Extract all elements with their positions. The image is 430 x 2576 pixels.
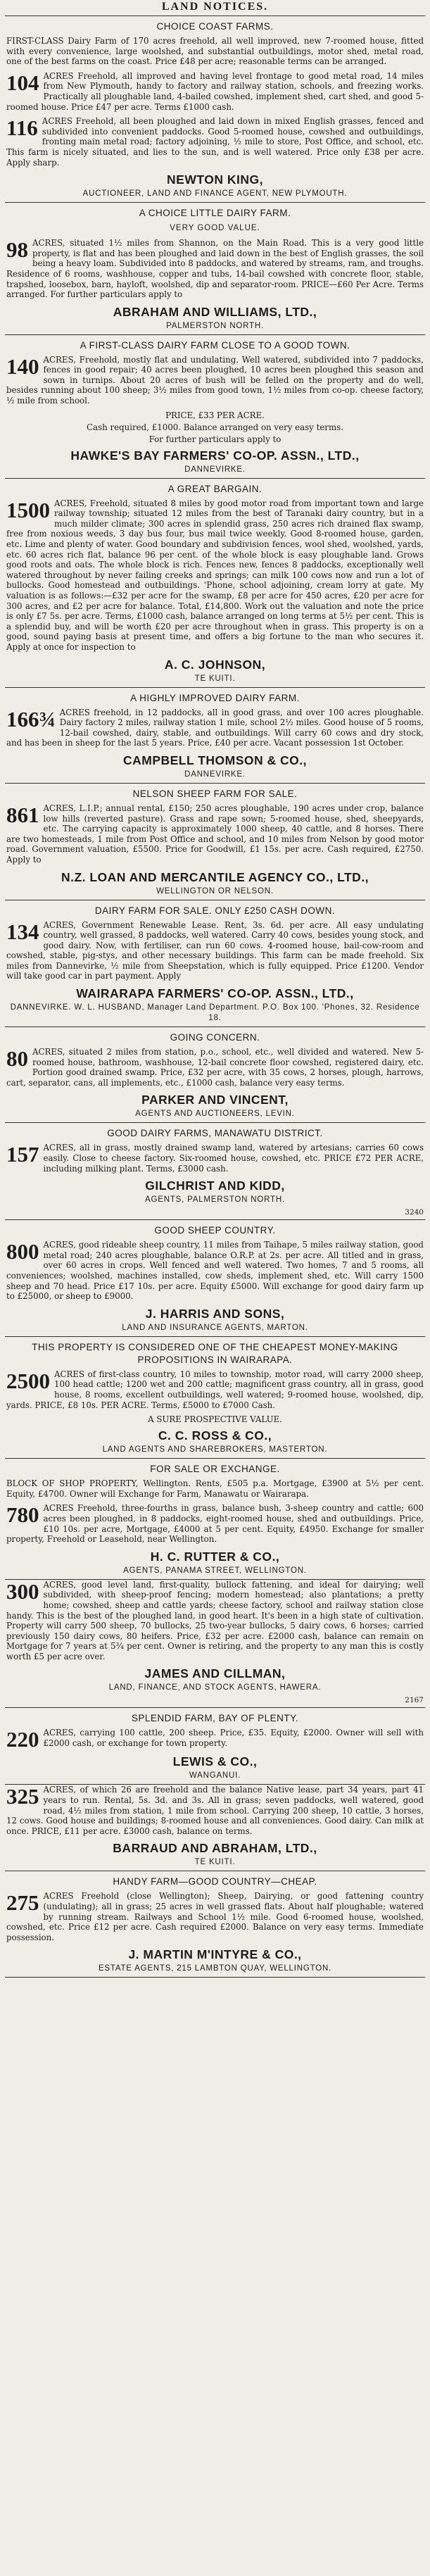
ad-heading: A FIRST-CLASS DAIRY FARM CLOSE TO A GOOD TOWN. [80,339,350,351]
ad-heading: FOR SALE OR EXCHANGE. [150,1464,280,1475]
ad-heading: DAIRY FARM FOR SALE. ONLY £250 CASH DOWN. [94,905,336,916]
listing-text: BLOCK OF SHOP PROPERTY, Wellington. Rents, £505 p.a. Mortgage, £3900 at 5½ per cent. Equity, £4700. Owner will Exchange for Farm, Manawatu or Wairarapa. [6,1478,424,1499]
advertiser-name: A. C. JOHNSON, [164,657,266,672]
listing-paragraph [6,36,424,67]
advertiser-name: WAIRARAPA FARMERS' CO-OP. ASSN., LTD., [76,986,354,1001]
listing-text: ACRES, all in grass, mostly drained swamp land, watered by artesians; carries 60 cows easily. Close to cheese factory. Six-roomed house, cowshed, etc. PRICE £72 PER ACRE, including milking plant. Terms, £3000 cash. [43,1143,424,1174]
listing-text: ACRES Freehold (close Wellington); Sheep, Dairying, or good fattening country (undulating); all in grass; 25 acres in well grassed flats. About half ploughable; watered by running stream. Railways and School 1½ mile. Good 6-roomed house, woolshed, cowshed, etc. Price £12 per acre. Cash required £2000. Balance on very easy terms. Immediate possession. [6,1891,424,1942]
acreage-number: 861 [6,802,39,827]
land-advertisement [5,1459,425,1579]
listing-text: ACRES, of which 26 are freehold and the balance Native lease, part 34 years, part 41 years to run. Rental, 5s. 3d. and 3s. All in grass; seven paddocks, well watered, good road, 4½ miles from station, 1 mile from school. Carrying 200 sheep, 10 cattle, 3 horses, 12 cows. Good house and buildings; 8-roomed house and all conveniences. Good dairy. Can milk at once. PRICE, £11 per acre. £3000 cash, balance on terms. [6,1785,424,1836]
acreage-number: 800 [6,1239,39,1264]
listing-text: ACRES, situated 1½ miles from Shannon, on the Main Road. This is a very good little property, is flat and has been ploughed and laid down in the best of English grasses, the soil being a heavy loam. Subdivided into 8 paddocks, and watered by streams, ram, and troughs. Residence of 6 rooms, washhouse, copper and tubs, 14-bail cowshed with concrete floor, stable, trapshed, loosebox, barn, hayloft, woolshed, dip and separator-room. PRICE—£60 Per Acre. Terms arranged. For further particulars apply to [6,238,424,300]
ad-note-line: A SURE PROSPECTIVE VALUE. [148,1414,282,1425]
advertiser-name: CAMPBELL THOMSON & CO., [122,753,308,767]
ad-note-line: PRICE, £33 PER ACRE. [165,410,265,420]
land-advertisement [5,1027,425,1122]
listing-paragraph [6,1580,424,1662]
land-advertisement [5,335,425,478]
listing-paragraph [6,1503,424,1544]
advertiser-name: J. HARRIS AND SONS, [145,1306,285,1321]
acreage-number: 98 [6,237,28,263]
ad-reference-number: 2167 [405,1696,424,1705]
listing-paragraph [6,1047,424,1088]
listing-text: ACRES, L.I.P.; annual rental, £150; 250 acres ploughable, 190 acres under crop, balance low hills (reverted pasture). Grass and rape sown; 5-roomed house, shed, sheepyards, etc. The carrying capacity is approximately 1000 sheep, 40 cattle, and 8 horses. There are two homesteads, 1 mile from Post Office and school, and 10 miles from Nelson by good motor road. Government valuation, £5500. Price for Goodwill, £1 15s. per acre. Cash required, £2750. Apply to [6,803,424,865]
acreage-number: 300 [6,1579,39,1604]
advertiser-name: J. MARTIN M'INTYRE & CO., [128,1947,302,1962]
land-advertisement [5,479,425,687]
listing-text: ACRES, situated 2 miles from station, p.o., school, etc., well divided and watered. New 5-roomed house, bathroom, washhouse, 12-bail concrete floor cowshed, registered dairy, etc. Portion good drained swamp. Price, £32 per acre, with 35 cows, 2 horses, plough, harrows, cart, separator, cans, all implements, etc., £1000 cash, balance very easy terms. [6,1047,424,1088]
listing-paragraph [6,498,424,653]
advertiser-name: N.Z. LOAN AND MERCANTILE AGENCY CO., LTD., [61,869,369,884]
acreage-number: 275 [6,1890,39,1916]
ad-heading: CHOICE COAST FARMS. [156,21,274,32]
listing-paragraph [6,116,424,168]
listing-paragraph [6,71,424,112]
listing-text: ACRES freehold, in 12 paddocks, all in good grass, and over 100 acres ploughable. Dairy factory 2 miles, railway station 1 mile, school 2½ miles. Good house of 5 rooms, 12-bail cowshed, dairy, stable, and outbuildings. Will carry 60 cows and dry stock, and has been in sheep for the last 5 years. Price, £40 per acre. Vacant possession 1st October. [6,707,424,748]
land-advertisement [5,203,425,334]
listing-text: ACRES, Freehold, mostly flat and undulating. Well watered, subdivided into 7 paddocks, fences in good repair; 40 acres been ploughed, 10 acres been ploughed this season and sown in turnips. About 20 acres of bush will be felled on the property and do well, besides running about 100 sheep; 3½ miles from good town, 1½ miles from co-op. cheese factory, ½ mile from school. [6,354,424,406]
ad-subheading: VERY GOOD VALUE. [170,224,260,233]
acreage-number: 140 [6,353,39,379]
listing-paragraph [6,1478,424,1499]
listing-text: ACRES, good rideable sheep country, 11 miles from Taihape, 5 miles railway station, good metal road; 240 acres ploughable, balance O.R.P. at 2s. per acre. All titled and in grass, over 60 acres in crops. Well fenced and well watered. Two homes, 7 and 5 rooms, all conveniences; woolshed, machines installed, cow sheds, implement shed, etc. Will carry 1500 sheep and 70 head. Price £17 10s. per acre. Equity £5000. Will exchange for good dairy farm up to £25000, or sheep to £9000. [6,1240,424,1302]
land-advertisement [5,1123,425,1219]
ad-heading: THIS PROPERTY IS CONSIDERED ONE OF THE CHEAPEST MONEY-MAKING PROPOSITIONS IN WAIRARAPA. [32,1341,398,1365]
advertiser-address: TE KUITI. [194,674,236,683]
listing-text: ACRES Freehold, three-fourths in grass, balance bush, 3-sheep country and cattle; 600 acres been ploughed, in 8 paddocks, eight-roomed house, shed and outbuildings. Price, £10 10s. per acre, Mortgage, £4000 at 5 per cent. Equity, £4950. Exchange for smaller property, Freehold or Leasehold, near Wellington. [6,1503,424,1545]
ad-heading: HANDY FARM—GOOD COUNTRY—CHEAP. [113,1876,317,1887]
land-advertisement [5,1580,425,1708]
advertiser-address: WELLINGTON OR NELSON. [156,886,274,896]
advertiser-address: DANNEVIRKE. W. L. HUSBAND, Manager Land Department. P.O. Box 100. 'Phones, 32. Residence 18. [10,1003,420,1023]
listing-text: ACRES, carrying 100 cattle, 200 sheep. Price, £35. Equity, £2000. Owner will sell with £2000 cash, or exchange for town property. [43,1728,424,1749]
advertiser-name: LEWIS & CO., [172,1754,258,1769]
land-advertisement [5,688,425,783]
listing-text: ACRES Freehold, all been ploughed and laid down in mixed English grasses, fenced and subdivided into convenient paddocks. Good 5-roomed house, cowshed and outbuildings, fronting main metal road; factory adjoining, ½ mile to store, Post Office, and school, etc. This farm is nicely situated, and lies to the sun, and is well watered. Price only £38 per acre. Apply sharp. [6,116,424,168]
listing-paragraph [6,1143,424,1174]
ad-heading: GOING CONCERN. [170,1032,260,1043]
acreage-number: 134 [6,919,39,944]
ad-note-line: For further particulars apply to [148,434,282,444]
land-advertisement [5,1785,425,1871]
advertiser-address: AGENTS AND AUCTIONEERS, LEVIN. [135,1110,295,1119]
listing-text: ACRES, good level land, first-quality, bullock fattening, and ideal for dairying; well subdivided, with sheep-proof fencing; modern homestead; also plantations; a pretty home; cowshed, sheep and cattle yards; cheese factory, school and railway station close handy. This is the best of the ploughed land, in good heart. It's been in a high state of cultivation. Property will carry 500 sheep, 70 bullocks, 25 two-year bullocks, 5 dairy cows, 6 horses; carried previously 150 dairy cows, 80 heifers. Price, £32 per acre. £2000 cash, balance can remain on Mortgage for 7 years at 5¾ per cent. Owner is retiring, and the property to any man this is costly worth £5 per acre over. [6,1579,424,1661]
advertiser-address: LAND AGENTS AND SHAREBROKERS, MASTERTON. [102,1445,328,1455]
advertiser-address: DANNEVIRKE. [184,769,246,779]
advertiser-address: WANGANUI. [189,1771,241,1780]
acreage-number: 80 [6,1046,28,1072]
divider-rule [5,1977,425,1978]
acreage-number: 220 [6,1727,39,1752]
advertiser-address: PALMERSTON NORTH. [166,321,264,330]
listing-paragraph [6,803,424,865]
listing-paragraph [6,1240,424,1302]
advertiser-address: TE KUITI. [194,1858,236,1867]
advertiser-name: PARKER AND VINCENT, [141,1093,289,1107]
acreage-number: 116 [6,115,38,141]
advertiser-name: JAMES AND CILLMAN, [144,1666,286,1681]
listing-paragraph [6,1891,424,1942]
listing-paragraph [6,1369,424,1410]
acreage-number: 1500 [6,497,50,522]
land-advertisement [5,16,425,202]
acreage-number: 325 [6,1785,39,1809]
ad-heading: GOOD DAIRY FARMS, MANAWATU DISTRICT. [107,1128,323,1139]
land-advertisement [5,900,425,1027]
ad-heading: NELSON SHEEP FARM FOR SALE. [132,788,298,799]
ad-reference-number: 3240 [405,1208,424,1217]
advertiser-address: AGENTS, PANAMA STREET, WELLINGTON. [123,1566,307,1575]
listing-paragraph [6,1727,424,1752]
advertiser-address: ESTATE AGENTS, 215 LAMBTON QUAY, WELLINGTON. [98,1964,332,1973]
masthead: LAND NOTICES. [161,1,269,13]
advertiser-address: LAND, FINANCE, AND STOCK AGENTS, HAWERA. [108,1683,322,1692]
advertiser-name: HAWKE'S BAY FARMERS' CO-OP. ASSN., LTD., [70,448,360,463]
ad-heading: A GREAT BARGAIN. [167,483,263,494]
land-advertisement [5,1220,425,1336]
ad-heading: A CHOICE LITTLE DAIRY FARM. [139,208,291,219]
listing-text: ACRES, Government Renewable Lease. Rent, 3s. 6d. per acre. All easy undulating country, well grassed, 8 paddocks, well watered. Carry 40 cows, besides young stock, and good dairy. Now, with fertiliser, can run 60 cows. 4-roomed house, bail-cow-room and cowshed, stable, pig-stys, and other necessary buildings. This farm can be made freehold. Six miles from Dannevirke, ½ mile from Sheepstation, which is fully equipped. Price £1200. Vendor will take good car in part payment. Apply [6,919,424,981]
listing-paragraph [6,238,424,300]
advertiser-name: ABRAHAM AND WILLIAMS, LTD., [113,304,317,319]
ad-heading: SPLENDID FARM, BAY OF PLENTY. [131,1713,299,1724]
ad-heading: GOOD SHEEP COUNTRY. [154,1225,276,1236]
advertiser-address: AUCTIONEER, LAND AND FINANCE AGENT, NEW PLYMOUTH. [82,189,348,199]
listing-paragraph [6,920,424,982]
acreage-number: 780 [6,1502,39,1528]
acreage-number: 166¾ [6,706,56,731]
ad-heading: A HIGHLY IMPROVED DAIRY FARM. [130,692,300,703]
land-advertisement [5,1871,425,1977]
listing-text: ACRES of first-class country, 10 miles to township, motor road, will carry 2000 sheep, 100 head cattle; 1200 wet and 200 cattle; magnificent grass country, all in grass, good house, 8 rooms, excellent outbuildings, well watered; 9-roomed house, woolshed, dip, yards. PRICE, £8 10s. PER ACRE. Terms, £5000 to £7000 Cash. [6,1369,424,1410]
acreage-number: 157 [6,1142,39,1167]
listing-paragraph [6,708,424,748]
listing-text: FIRST-CLASS Dairy Farm of 170 acres freehold, all well improved, new 7-roomed house, fitted with every convenience, large woolshed, and substantial outbuildings, motor shed, metal road, one of the best farms on the coast. Price £48 per acre; reasonable terms can be arranged. [6,36,424,67]
acreage-number: 2500 [6,1368,50,1393]
advertiser-name: H. C. RUTTER & CO., [150,1549,280,1564]
advertiser-address: AGENTS, PALMERSTON NORTH. [145,1195,285,1205]
advertiser-name: BARRAUD AND ABRAHAM, LTD., [113,1841,317,1856]
advertiser-name: C. C. ROSS & CO., [158,1428,272,1443]
listing-paragraph [6,1785,424,1836]
acreage-number: 104 [6,70,39,95]
listing-text: ACRES Freehold, all improved and having level frontage to good metal road, 14 miles from New Plymouth, handy to factory and railway station, schools, and freezing works. Practically all ploughable land, 4-bailed cowshed, implement shed, cart shed, and good 5-roomed house. Price £47 per acre. Terms £1000 cash. [6,70,424,112]
land-advertisement [5,784,425,900]
ad-note-line: Cash required, £1000. Balance arranged on very easy terms. [87,422,343,432]
advertiser-address: DANNEVIRKE. [184,465,246,474]
advertiser-name: NEWTON KING, [167,172,263,187]
advertisement-column [5,15,425,1978]
land-advertisement [5,1708,425,1784]
land-advertisement [5,1337,425,1458]
advertiser-name: GILCHRIST AND KIDD, [145,1179,285,1193]
advertiser-address: LAND AND INSURANCE AGENTS, MARTON. [122,1323,308,1332]
listing-paragraph [6,355,424,406]
listing-text: ACRES, Freehold, situated 8 miles by good motor road from important town and large railway township; situated 12 miles from the best of Taranaki dairy country, but in a much milder climate; 300 acres in splendid grass, 250 acres rich drained flax swamp, free from noxious weeds, 3 day bus four, bus mail twice weekly. Good 8-roomed house, garden, etc. Lime and plenty of water. Good boundary and subdivision fences, wool shed, woolshed, yards, etc. 60 acres rich flat, balance 96 per cent. of the whole block is easy ploughable land. Grows good roots and oats. The whole block is rich. Fences new, fences 8 paddocks, exceptionally well watered throughout by never failing creeks and springs; can milk 100 cows now and run a lot of bullocks. Good homestead and outbuildings. 'Phone, school adjoining, cream lorry at gate. My valuation is as follows:—£32 per acre for the swamp, £8 per acre for 450 acres, £20 per acre for 300 acres, and £2 per acre for balance. Total, £14,800. Work out the valuation and note the price is only £7 5s. per acre. Terms, £1000 cash, balance arranged on long terms at 5½ per cent. This is a splendid buy, and will be worth £20 per acre throughout when in grass. This property is on a good, sound paying basis at present time, and offers a big fortune to the man who secures it. Apply at once for inspection to [6,498,424,652]
